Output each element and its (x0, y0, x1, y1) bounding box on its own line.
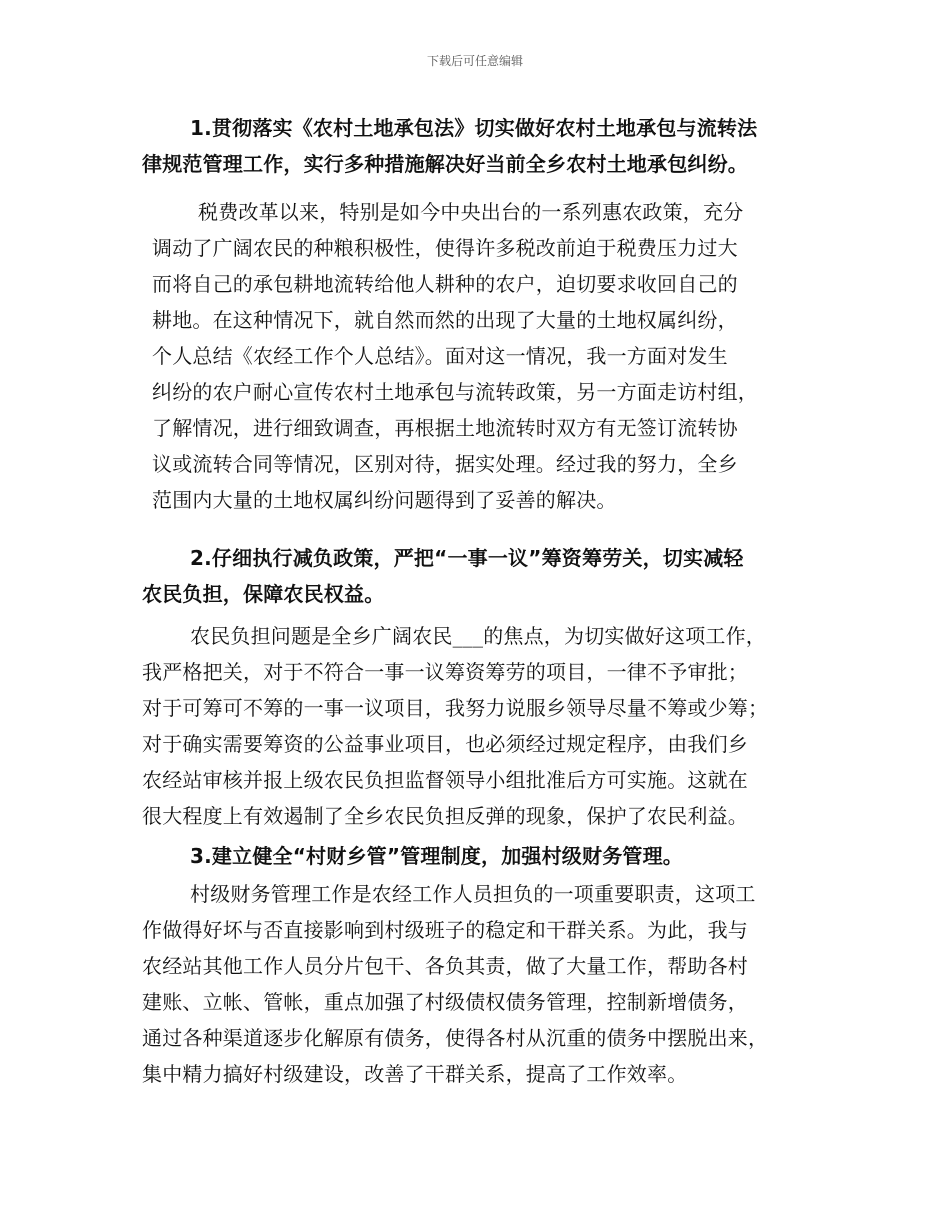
section-2-body-line: 对于确实需要筹资的公益事业项目，也必须经过规定程序，由我们乡 (142, 732, 748, 756)
section-3-body-line: 村级财务管理工作是农经工作人员担负的一项重要职责，这项工 (190, 882, 756, 906)
section-1-body-line: 税费改革以来，特别是如今中央出台的一系列惠农政策，充分 (198, 200, 744, 224)
section-1-body-line: 了解情况，进行细致调查，再根据土地流转时双方有无签订流转协 (152, 416, 738, 440)
section-1-body-line: 个人总结《农经工作个人总结》。面对这一情况，我一方面对发生 (152, 344, 728, 368)
section-3-body-line: 集中精力搞好村级建设，改善了干群关系，提高了工作效率。 (142, 1062, 688, 1086)
section-2-body-line: 对于可筹可不筹的一事一议项目，我努力说服乡领导尽量不筹或少筹； (142, 696, 769, 720)
section-2-body-line: 农民负担问题是全乡广阔农民___的焦点，为切实做好这项工作， (190, 624, 766, 648)
section-1-body-line: 议或流转合同等情况，区别对待，据实处理。经过我的努力，全乡 (152, 452, 738, 476)
section-2-body-line: 农经站审核并报上级农民负担监督领导小组批准后方可实施。这就在 (142, 768, 748, 792)
section-2-heading-line-1: 2.仔细执行减负政策，严把“一事一议”筹资筹劳关，切实减轻 (190, 546, 744, 570)
section-3-body-line: 通过各种渠道逐步化解原有债务，使得各村从沉重的债务中摆脱出来， (142, 1026, 769, 1050)
section-1-body-line: 调动了广阔农民的种粮积极性，使得许多税改前迫于税费压力过大 (152, 236, 738, 260)
section-2-heading-line-2: 农民负担，保障农民权益。 (142, 582, 385, 606)
page-header: 下载后可任意编辑 (426, 54, 523, 68)
section-3-heading-line-1: 3.建立健全“村财乡管”管理制度，加强村级财务管理。 (190, 844, 684, 868)
section-3-body-line: 建账、立帐、管帐，重点加强了村级债权债务管理，控制新增债务， (142, 990, 748, 1014)
section-3-body-line: 农经站其他工作人员分片包干、各负其责，做了大量工作，帮助各村 (142, 954, 748, 978)
section-1-body-line: 而将自己的承包耕地流转给他人耕种的农户，迫切要求收回自己的 (152, 272, 738, 296)
section-3-body-line: 作做得好坏与否直接影响到村级班子的稳定和干群关系。为此，我与 (142, 918, 748, 942)
section-1-body-line: 范围内大量的土地权属纠纷问题得到了妥善的解决。 (152, 488, 617, 512)
section-2-body-line: 我严格把关，对于不符合一事一议筹资筹劳的项目，一律不予审批； (142, 660, 748, 684)
section-1-body-line: 纠纷的农户耐心宣传农村土地承包与流转政策，另一方面走访村组， (152, 380, 758, 404)
section-2-body-line: 很大程度上有效遏制了全乡农民负担反弹的现象，保护了农民利益。 (142, 804, 748, 828)
section-1-body-line: 耕地。在这种情况下，就自然而然的出现了大量的土地权属纠纷， (152, 308, 738, 332)
section-1-heading-line-1: 1.贯彻落实《农村土地承包法》切实做好农村土地承包与流转法 (190, 116, 758, 140)
section-1-heading-line-2: 律规范管理工作，实行多种措施解决好当前全乡农村土地承包纠纷。 (142, 152, 748, 176)
